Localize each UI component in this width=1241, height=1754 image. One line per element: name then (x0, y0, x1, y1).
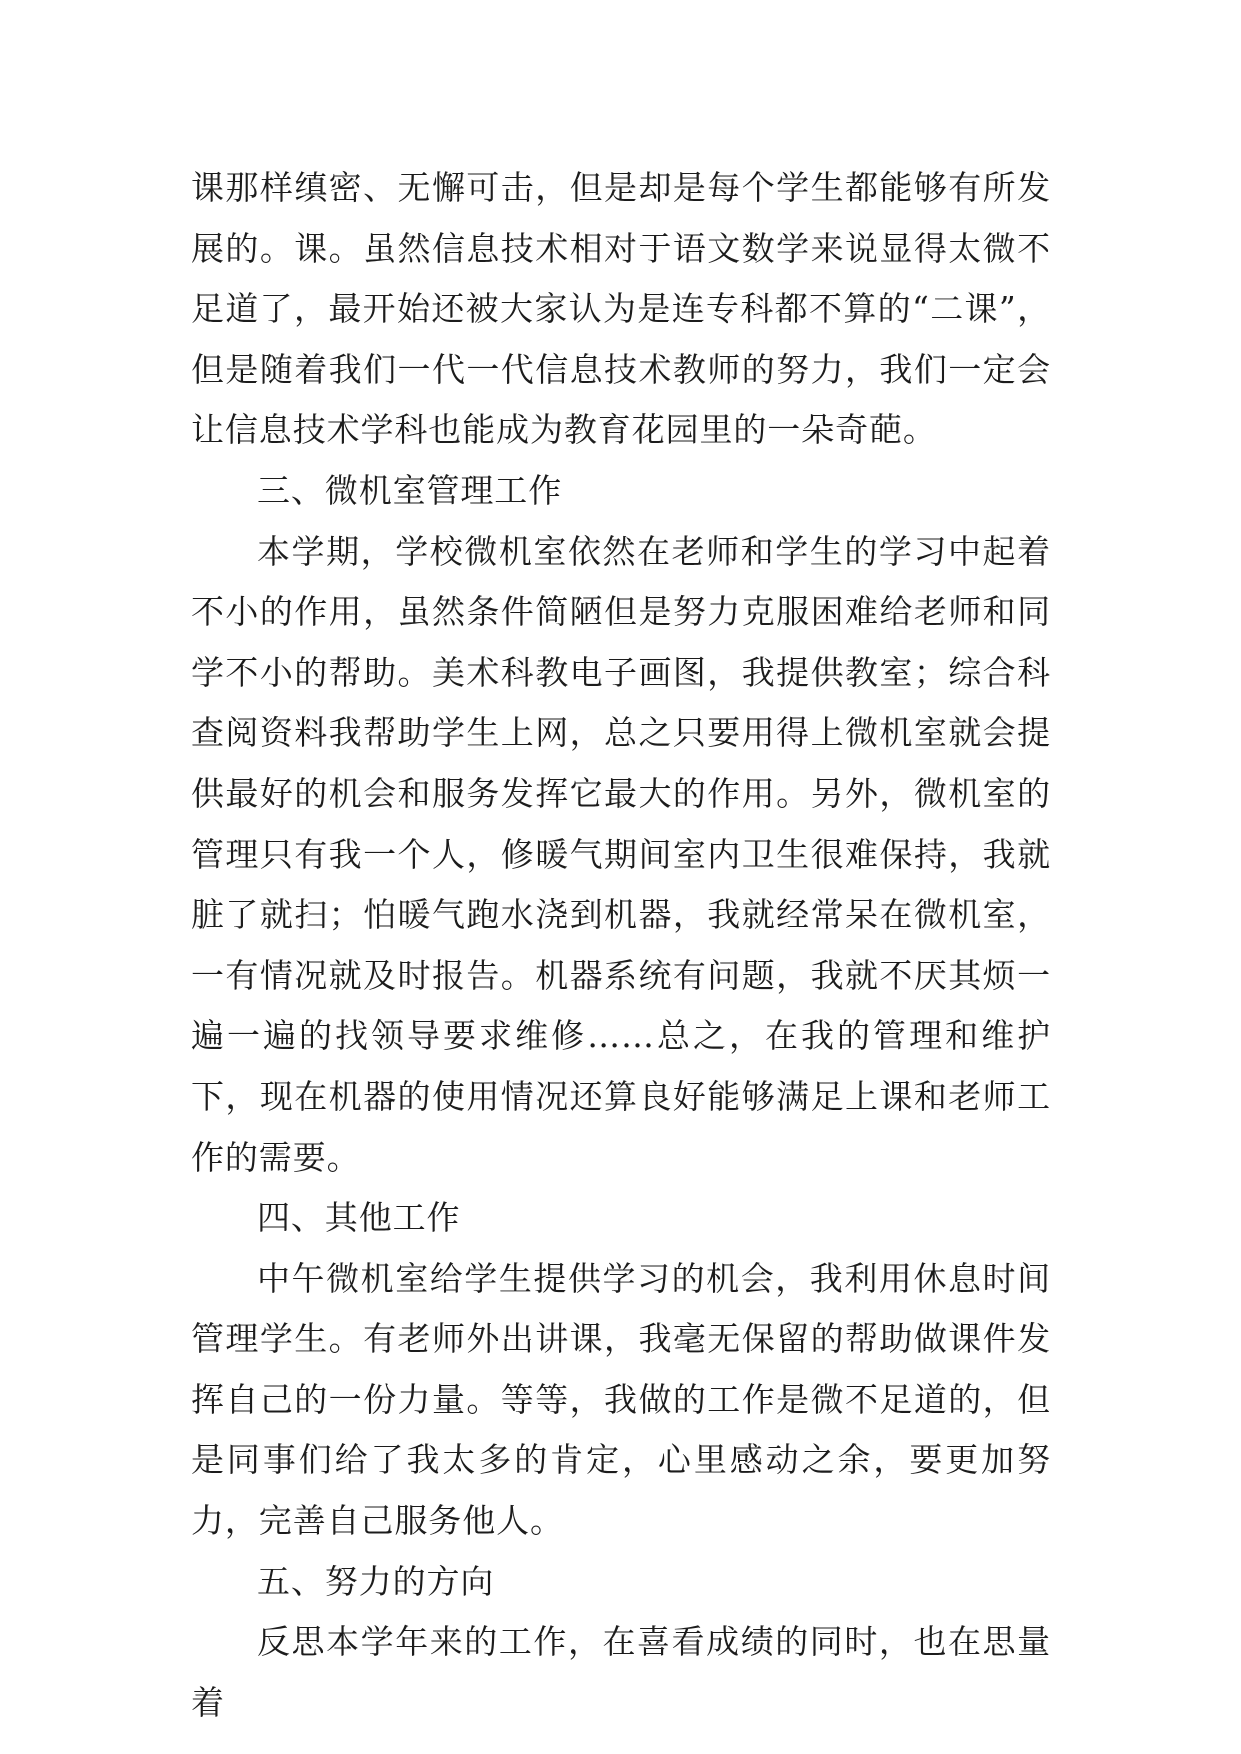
paragraph-continuation: 课那样缜密、无懈可击，但是却是每个学生都能够有所发展的。课。虽然信息技术相对于语文数学来说显得太微不足道了，最开始还被大家认为是连专科都不算的“二课”，但是随着我们一代一代信息技术教师的努力，我们一定会让信息技术学科也能成为教育花园里的一朵奇葩。 (191, 168, 1051, 450)
paragraph-direction: 反思本学年来的工作，在喜看成绩的同时，也在思量着 (191, 1622, 1051, 1722)
paragraph-lab-management: 本学期，学校微机室依然在老师和学生的学习中起着不小的作用，虽然条件简陋但是努力克服困难给老师和同学不小的帮助。美术科教电子画图，我提供教室；综合科查阅资料我帮助学生上网，总之只要用得上微机室就会提供最好的机会和服务发挥它最大的作用。另外，微机室的管理只有我一个人，修暖气期间室内卫生很难保持，我就脏了就扫；怕暖气跑水浇到机器，我就经常呆在微机室，一有情况就及时报告。机器系统有问题，我就不厌其烦一遍一遍的找领导要求维修……总之，在我的管理和维护下，现在机器的使用情况还算良好能够满足上课和老师工作的需要。 (191, 531, 1051, 1177)
section-heading-3: 三、微机室管理工作 (257, 470, 563, 510)
section-heading-5: 五、努力的方向 (257, 1561, 495, 1601)
paragraph-other-work: 中午微机室给学生提供学习的机会，我利用休息时间管理学生。有老师外出讲课，我毫无保留的帮助做课件发挥自己的一份力量。等等，我做的工作是微不足道的，但是同事们给了我太多的肯定，心里感动之余，要更加努力，完善自己服务他人。 (191, 1258, 1051, 1541)
section-heading-4: 四、其他工作 (257, 1198, 461, 1238)
document-body (191, 158, 1051, 1733)
